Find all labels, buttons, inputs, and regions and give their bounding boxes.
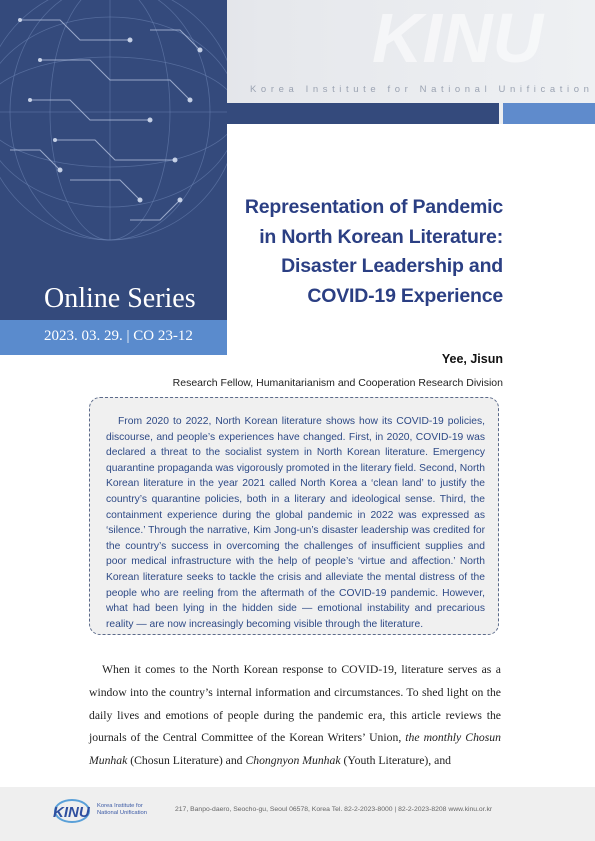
kinu-logo (50, 797, 92, 825)
title-line: in North Korean Literature: (259, 225, 503, 248)
title-line: Disaster Leadership and (281, 255, 503, 277)
journal-title-chongnyon: Chongnyon Munhak (245, 754, 341, 768)
institute-name: Korea Institute for National Unification (250, 84, 594, 95)
footer-address: 217, Banpo-daero, Seocho-gu, Seoul 06578, Korea Tel. 82-2-2023-8000 | 82-2-2023-8208 www.kinu.or.kr (175, 806, 493, 813)
document-title (243, 193, 503, 311)
publication-date-code: 2023. 03. 29. | CO 23-12 (44, 328, 193, 344)
kinu-watermark-logo (372, 0, 562, 68)
svg-text:KINU: KINU (372, 0, 544, 68)
header-rule-dark (227, 103, 499, 124)
footer-org-name: Korea Institute for National Unification (97, 803, 147, 816)
body-text-segment: (Chosun Literature) and (127, 754, 246, 768)
author-affiliation: Research Fellow, Humanitarianism and Cooperation Research Division (172, 377, 503, 389)
title-line: COVID-19 Experience (307, 284, 503, 307)
title-line: Representation of Pandemic (244, 196, 503, 218)
body-text-segment: When it comes to the North Korean response to COVID-19, literature serves as a window into the country’s internal information and circumstances. To shed light on the daily lives and emotions of people during the pandemic era, this article reviews the journals of the Central Committee of the Korean Writers’ Union, (89, 663, 501, 745)
journal-title-chosun: the monthly Chosun Munhak (89, 731, 501, 768)
globe-circuit-graphic (0, 0, 227, 320)
svg-text:KINU: KINU (53, 804, 90, 821)
cover-panel (0, 0, 227, 320)
author-name: Yee, Jisun (441, 352, 503, 366)
series-title: Online Series (44, 283, 196, 314)
header-rule-light (503, 103, 595, 124)
body-text-segment: (Youth Literature), and (340, 754, 452, 768)
body-paragraph (89, 659, 501, 773)
abstract-text: From 2020 to 2022, North Korean literature shows how its COVID-19 policies, discourse, and people’s experiences have changed. First, in 2020, COVID-19 was declared a threat to the socialist system in North Korean literature. Emergency quarantine propaganda was vigorously promoted in the literary field. Second, North Korean literature in the year 2021 called North Korea a ‘clean land’ to justify the country’s quarantine policies, both in a literary and ideological sense. Third, the containment experience during the global pandemic in 2022 was expressed as ‘silence.’ Through the narrative, Kim Jong-un’s disaster leadership was credited for the country’s success in overcoming the challenges of insufficient supplies and poor medical infrastructure with the help of people’s ‘virtue and affection.’ North Korean literature seeks to tackle the crisis and alleviate the mental distress of the people who are reeling from the aftermath of the COVID-19 pandemic. However, what had been lying in the hidden side — emotional instability and precarious reality — are now increasingly becoming visible through the literature. (106, 416, 485, 630)
